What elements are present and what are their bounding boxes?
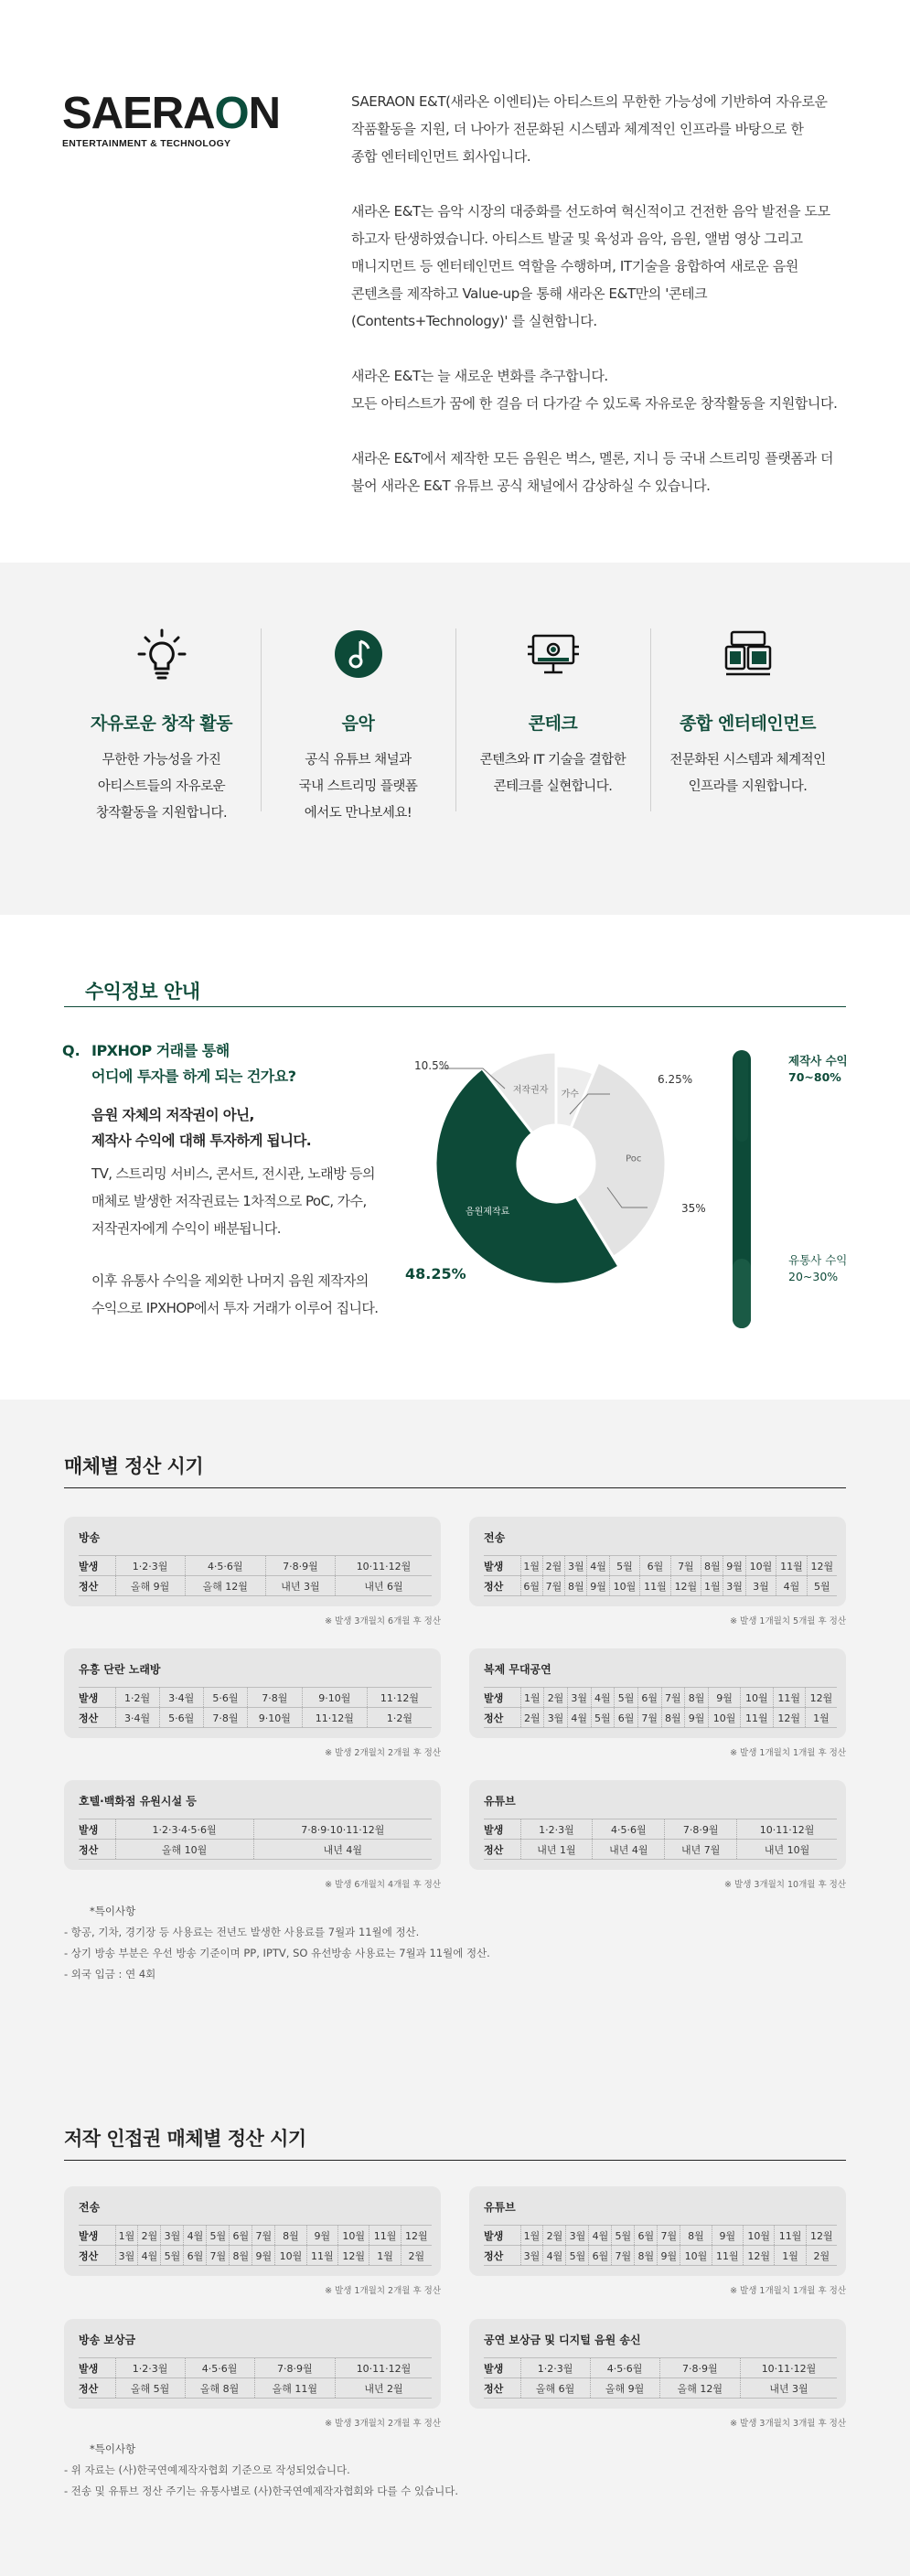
table-cell: 올해 12월 [659, 2378, 740, 2399]
table-cell: 1·2·3·4·5·6월 [115, 1819, 253, 1840]
table-cell: 8월 [680, 2226, 712, 2246]
table-cell: 10월 [275, 2246, 306, 2266]
notes-item: - 전송 및 유튜브 정산 주기는 유통사별로 (사)한국연예제작자협회와 다를 수 있습니다. [64, 2485, 459, 2497]
table-row [484, 1819, 837, 1840]
card-title: 전송 [79, 2201, 101, 2214]
row-header: 정산 [79, 2246, 115, 2266]
table-cell: 2월 [520, 1708, 544, 1728]
table-cell: 12월 [338, 2246, 369, 2266]
table-cell: 10·11·12월 [737, 1819, 837, 1840]
table-cell: 6월 [615, 1708, 638, 1728]
table-cell: 3월 [745, 1576, 776, 1596]
tech-monitor-icon [526, 627, 581, 685]
table-cell: 6월 [635, 2226, 658, 2246]
table-cell: 4월 [184, 2226, 207, 2246]
table-cell: 11월 [306, 2246, 337, 2266]
donut-hole [518, 1125, 594, 1202]
table-cell: 1·2월 [367, 1708, 432, 1728]
settlement-table [79, 2225, 432, 2266]
table-cell: 5월 [207, 2226, 230, 2246]
table-cell: 올해 9월 [590, 2378, 659, 2399]
neighboring-rights-notes [64, 2439, 458, 2502]
table-cell: 12월 [806, 2226, 837, 2246]
notes-title: *특이사항 [90, 2442, 136, 2455]
table-cell: 4월 [587, 1556, 609, 1576]
card-note: ※ 발생 3개월치 10개월 후 정산 [724, 1880, 846, 1890]
settlement-title-underline [64, 1487, 846, 1488]
table-row [79, 1688, 432, 1708]
distributor-share-bar [733, 1259, 751, 1328]
table-cell: 올해 9월 [115, 1576, 185, 1596]
card-title: 공연 보상금 및 디지털 음원 송신 [484, 2334, 641, 2346]
table-cell: 5월 [161, 2246, 184, 2266]
table-cell: 9월 [587, 1576, 609, 1596]
table-row [79, 1576, 432, 1596]
table-cell: 7월 [658, 2226, 680, 2246]
card-note: ※ 발생 3개월치 3개월 후 정산 [730, 2419, 846, 2429]
card-note: ※ 발생 3개월치 2개월 후 정산 [325, 2419, 441, 2429]
table-cell: 2월 [806, 2246, 837, 2266]
settlement-table [79, 1687, 432, 1728]
table-cell: 올해 10월 [115, 1840, 253, 1860]
table-cell: 10월 [338, 2226, 369, 2246]
card-title: 유튜브 [484, 2201, 516, 2214]
saeraon-logo [62, 91, 280, 149]
notes-item: - 외국 입금 : 연 4회 [64, 1968, 156, 1980]
table-cell: 9월 [708, 1688, 740, 1708]
table-row [79, 2378, 432, 2399]
table-cell: 10월 [741, 1688, 773, 1708]
card-note: ※ 발생 3개월치 6개월 후 정산 [325, 1616, 441, 1626]
table-cell: 4월 [543, 2246, 566, 2266]
settlement-card [64, 1517, 441, 1606]
table-cell: 10월 [744, 2226, 775, 2246]
logo-subtitle: ENTERTAINMENT & TECHNOLOGY [62, 138, 231, 149]
settlement-table [484, 2357, 837, 2399]
card-title: 복제 무대공연 [484, 1663, 551, 1676]
row-header: 정산 [79, 1708, 115, 1728]
table-cell: 내년 1월 [520, 1840, 593, 1860]
table-cell: 올해 8월 [185, 2378, 254, 2399]
table-cell: 5·6월 [159, 1708, 203, 1728]
table-cell: 8월 [275, 2226, 306, 2246]
entertainment-devices-icon [721, 627, 776, 685]
row-header: 발생 [484, 2226, 520, 2246]
row-header: 발생 [79, 1688, 115, 1708]
table-cell: 3월 [520, 2246, 543, 2266]
table-cell: 6월 [589, 2246, 612, 2266]
table-row [79, 2246, 432, 2266]
table-cell: 내년 6월 [336, 1576, 432, 1596]
table-cell: 2월 [543, 2226, 566, 2246]
table-cell: 6월 [637, 1688, 661, 1708]
table-cell: 7월 [670, 1556, 701, 1576]
settlement-table [79, 1819, 432, 1860]
table-cell: 7월 [661, 1688, 685, 1708]
card-title: 전송 [484, 1531, 506, 1544]
table-cell: 7월 [542, 1576, 564, 1596]
table-cell: 4·5·6월 [185, 1556, 265, 1576]
feature-desc: 전문화된 시스템과 체계적인 인프라를 지원합니다. [669, 753, 826, 794]
pie-slice-label: 저작권자 [512, 1085, 549, 1096]
table-row [484, 2246, 837, 2266]
table-cell: 8월 [565, 1576, 587, 1596]
table-cell: 1월 [775, 2246, 806, 2266]
table-cell: 10·11·12월 [336, 1556, 432, 1576]
table-cell: 7·8·9월 [665, 1819, 737, 1840]
settlement-card [469, 1648, 846, 1738]
table-cell: 5월 [609, 1556, 639, 1576]
table-cell: 4월 [567, 1708, 591, 1728]
music-note-icon [331, 627, 386, 685]
table-cell: 1월 [520, 2226, 543, 2246]
table-cell: 3월 [566, 2226, 589, 2246]
table-cell: 7월 [612, 2246, 635, 2266]
table-cell: 4·5·6월 [590, 2358, 659, 2378]
table-row [484, 1708, 837, 1728]
table-cell: 1월 [115, 2226, 138, 2246]
revenue-answer-bold: 음원 자체의 저작권이 아닌, 제작사 수익에 대해 투자하게 됩니다. [91, 1107, 312, 1149]
card-note: ※ 발생 1개월치 1개월 후 정산 [730, 2286, 846, 2296]
table-cell: 11·12월 [367, 1688, 432, 1708]
table-row [79, 2226, 432, 2246]
table-cell: 4월 [138, 2246, 161, 2266]
card-note: ※ 발생 1개월치 5개월 후 정산 [730, 1616, 846, 1626]
feature-title: 콘테크 [528, 714, 578, 734]
producer-share-label: 제작사 수익 70~80% [788, 1054, 848, 1084]
table-cell: 내년 3월 [265, 1576, 335, 1596]
neighboring-rights-title: 저작 인접권 매체별 정산 시기 [64, 2128, 306, 2150]
table-cell: 7·8·9월 [265, 1556, 335, 1576]
table-row [484, 1840, 837, 1860]
pie-value-label: 35% [681, 1202, 706, 1215]
card-title: 유튜브 [484, 1795, 516, 1808]
settlement-card [64, 1780, 441, 1870]
row-header: 정산 [79, 1840, 115, 1860]
table-cell: 11월 [776, 1556, 807, 1576]
table-cell: 10·11·12월 [336, 2358, 432, 2378]
table-cell: 12월 [670, 1576, 701, 1596]
settlement-card [469, 1517, 846, 1606]
table-row [79, 1840, 432, 1860]
card-title: 방송 보상금 [79, 2334, 136, 2346]
table-cell: 3월 [723, 1576, 745, 1596]
revenue-answer-2: 이후 유통사 수익을 제외한 나머지 음원 제작자의 수익으로 IPXHOP에서 투자 거래가 이루어 집니다. [91, 1272, 379, 1316]
settlement-table [484, 2225, 837, 2266]
settlement-card [64, 2319, 441, 2409]
settlement-table [484, 1819, 837, 1860]
table-cell: 10월 [680, 2246, 712, 2266]
intro-text [351, 88, 863, 527]
row-header: 발생 [79, 2226, 115, 2246]
table-cell: 1·2·3월 [520, 2358, 590, 2378]
revenue-section [0, 915, 910, 1400]
table-cell: 12월 [401, 2226, 432, 2246]
card-note: ※ 발생 2개월치 2개월 후 정산 [325, 1748, 441, 1758]
table-row [79, 1819, 432, 1840]
table-cell: 5월 [615, 1688, 638, 1708]
table-cell: 7·8·9월 [659, 2358, 740, 2378]
row-header: 정산 [79, 1576, 115, 1596]
revenue-title: 수익정보 안내 [85, 981, 200, 1003]
table-cell: 3월 [115, 2246, 138, 2266]
table-cell: 10월 [708, 1708, 740, 1728]
table-cell: 11월 [741, 1708, 773, 1728]
table-cell: 7월 [252, 2226, 275, 2246]
feature-desc: 무한한 가능성을 가진 아티스트들의 자유로운 창작활동을 지원합니다. [95, 753, 228, 821]
table-row [484, 2226, 837, 2246]
settlement-table [79, 1555, 432, 1596]
table-cell: 3·4월 [159, 1688, 203, 1708]
row-header: 정산 [484, 1708, 520, 1728]
table-cell: 11월 [369, 2226, 401, 2246]
table-cell: 올해 6월 [520, 2378, 590, 2399]
table-cell: 7월 [207, 2246, 230, 2266]
row-header: 발생 [484, 1556, 520, 1576]
row-header: 정산 [79, 2378, 115, 2399]
notes-item: - 항공, 기차, 경기장 등 사용료는 전년도 발생한 사용료를 7월과 11월에 정산. [64, 1926, 420, 1938]
table-cell: 2월 [544, 1688, 568, 1708]
table-cell: 8월 [701, 1556, 723, 1576]
settlement-card [469, 2186, 846, 2276]
feature-desc: 공식 유튜브 채널과 국내 스트리밍 플랫폼 에서도 만나보세요! [298, 753, 418, 821]
feature-title: 종합 엔터테인먼트 [680, 714, 816, 734]
card-title: 유흥 단란 노래방 [79, 1663, 161, 1676]
card-title: 호텔·백화점 유원시설 등 [79, 1795, 197, 1808]
settlement-table [484, 1555, 837, 1596]
table-cell: 5월 [612, 2226, 635, 2246]
table-cell: 내년 3월 [741, 2378, 837, 2399]
table-cell: 7월 [637, 1708, 661, 1728]
pie-value-label: 48.25% [405, 1265, 466, 1283]
table-cell: 3월 [565, 1556, 587, 1576]
table-cell: 1·2·3월 [115, 1556, 185, 1576]
table-row [484, 2378, 837, 2399]
table-cell: 11월 [775, 2226, 806, 2246]
table-cell: 1월 [520, 1688, 544, 1708]
table-cell: 올해 11월 [254, 2378, 335, 2399]
feature-desc: 콘텐츠와 IT 기술을 결합한 콘테크를 실현합니다. [479, 753, 626, 794]
table-cell: 11·12월 [302, 1708, 367, 1728]
card-note: ※ 발생 6개월치 4개월 후 정산 [325, 1880, 441, 1890]
card-note: ※ 발생 1개월치 2개월 후 정산 [325, 2286, 441, 2296]
table-cell: 9월 [252, 2246, 275, 2266]
settlement-notes [64, 1901, 490, 1985]
table-cell: 11월 [640, 1576, 670, 1596]
settlement-table [484, 1687, 837, 1728]
row-header: 발생 [484, 1819, 520, 1840]
table-cell: 6월 [230, 2226, 252, 2246]
table-cell: 2월 [401, 2246, 432, 2266]
table-cell: 1월 [805, 1708, 837, 1728]
table-cell: 4월 [591, 1688, 615, 1708]
row-header: 정산 [484, 1576, 520, 1596]
table-cell: 1·2월 [115, 1688, 159, 1708]
revenue-answer-1: TV, 스트리밍 서비스, 콘서트, 전시관, 노래방 등의 매체로 발생한 저작권료는 1차적으로 PoC, 가수, 저작권자에게 수익이 배분됩니다. [91, 1165, 375, 1237]
table-cell: 올해 5월 [115, 2378, 185, 2399]
table-cell: 6월 [520, 1576, 542, 1596]
table-cell: 1·2·3월 [520, 1819, 593, 1840]
table-cell: 2월 [138, 2226, 161, 2246]
table-cell: 11월 [712, 2246, 743, 2266]
feature-entertainment [650, 627, 845, 800]
row-header: 발생 [484, 2358, 520, 2378]
table-cell: 올해 12월 [185, 1576, 265, 1596]
row-header: 정산 [484, 2246, 520, 2266]
pie-slice-label: 음원제작료 [465, 1207, 510, 1218]
table-cell: 3·4월 [115, 1708, 159, 1728]
table-cell: 5월 [807, 1576, 837, 1596]
notes-item: - 상기 방송 부분은 우선 방송 기준이며 PP, IPTV, SO 유선방송 사용료는 7월과 11월에 정산. [64, 1947, 490, 1959]
table-row [484, 2358, 837, 2378]
distributor-share-label: 유통사 수익 20~30% [788, 1253, 848, 1283]
table-cell: 8월 [685, 1688, 709, 1708]
table-cell: 내년 10월 [737, 1840, 837, 1860]
table-cell: 1월 [701, 1576, 723, 1596]
table-cell: 5월 [566, 2246, 589, 2266]
table-row [79, 1708, 432, 1728]
table-cell: 7·8·9월 [254, 2358, 335, 2378]
row-header: 정산 [484, 2378, 520, 2399]
table-cell: 4·5·6월 [185, 2358, 254, 2378]
table-cell: 7·8월 [247, 1688, 302, 1708]
table-row [79, 2358, 432, 2378]
table-cell: 7·8월 [203, 1708, 247, 1728]
table-cell: 8월 [661, 1708, 685, 1728]
settlement-card [64, 1648, 441, 1738]
table-cell: 3월 [567, 1688, 591, 1708]
logo-wordmark: SAERAON [62, 89, 281, 138]
row-header: 발생 [79, 2358, 115, 2378]
table-cell: 3월 [161, 2226, 184, 2246]
feature-title: 자유로운 창작 활동 [90, 714, 233, 734]
pie-value-label: 6.25% [658, 1073, 693, 1086]
table-cell: 9월 [723, 1556, 745, 1576]
card-title: 방송 [79, 1531, 101, 1544]
intro-paragraph: 새라온 E&T는 음악 시장의 대중화를 선도하여 혁신적이고 건전한 음악 발전을 도모 하고자 탄생하였습니다. 아티스트 발굴 및 육성과 음악, 음원, 앨범 영상 그리고 매니지먼트 등 엔터테인먼트 역할을 수행하며, IT기술을 융합하여 새로운 음원 콘텐츠를 제작하고 Value-up을 통해 새라온 E&T만의 '콘테크 (Contents+Technology)' 를 실현합니다. [351, 203, 830, 329]
table-cell: 2월 [542, 1556, 564, 1576]
feature-free-creation [64, 627, 259, 827]
question-mark: Q. [62, 1042, 80, 1059]
table-row [79, 1556, 432, 1576]
table-cell: 내년 2월 [336, 2378, 432, 2399]
feature-contech [455, 627, 650, 800]
table-cell: 4월 [776, 1576, 807, 1596]
table-cell: 5·6월 [203, 1688, 247, 1708]
table-row [484, 1688, 837, 1708]
revenue-question: IPXHOP 거래를 통해 어디에 투자를 하게 되는 건가요? [91, 1042, 296, 1085]
intro-paragraph: 새라온 E&T는 늘 새로운 변화를 추구합니다. 모든 아티스트가 꿈에 한 걸음 더 다가갈 수 있도록 자유로운 창작활동을 지원합니다. [351, 368, 838, 412]
table-cell: 내년 4월 [593, 1840, 665, 1860]
table-cell: 12월 [744, 2246, 775, 2266]
settlement-card [64, 2186, 441, 2276]
table-cell: 12월 [805, 1688, 837, 1708]
table-cell: 4·5·6월 [593, 1819, 665, 1840]
features-section [0, 563, 910, 915]
bar-highlight [735, 1050, 748, 1142]
pie-slice-label: Poc [626, 1154, 642, 1165]
table-cell: 6월 [184, 2246, 207, 2266]
table-cell: 4월 [589, 2226, 612, 2246]
intro-paragraph: SAERAON E&T(새라온 이엔티)는 아티스트의 무한한 가능성에 기반하여 자유로운 작품활동을 지원, 더 나아가 전문화된 시스템과 체계적인 인프라를 바탕으로 한 종합 엔터테인먼트 회사입니다. [351, 93, 828, 165]
table-row [484, 1576, 837, 1596]
feature-title: 음악 [341, 714, 375, 734]
table-cell: 9·10월 [302, 1688, 367, 1708]
neighboring-rights-underline [64, 2160, 846, 2161]
settlement-title: 매체별 정산 시기 [64, 1455, 204, 1477]
revenue-share-bar [730, 1050, 754, 1328]
feature-music [261, 627, 455, 827]
notes-title: *특이사항 [90, 1905, 136, 1917]
table-cell: 10·11·12월 [741, 2358, 837, 2378]
table-cell: 10월 [609, 1576, 639, 1596]
table-cell: 12월 [807, 1556, 837, 1576]
table-cell: 5월 [591, 1708, 615, 1728]
table-cell: 9월 [712, 2226, 743, 2246]
table-cell: 6월 [640, 1556, 670, 1576]
row-header: 발생 [484, 1688, 520, 1708]
intro-paragraph: 새라온 E&T에서 제작한 모든 음원은 벅스, 멜론, 지니 등 국내 스트리밍 플랫폼과 더 불어 새라온 E&T 유튜브 공식 채널에서 감상하실 수 있습니다. [351, 450, 834, 494]
table-cell: 1월 [520, 1556, 542, 1576]
table-cell: 10월 [745, 1556, 776, 1576]
table-row [484, 1556, 837, 1576]
settlement-section [0, 1400, 910, 2576]
notes-item: - 위 자료는 (사)한국연예제작자협회 기준으로 작성되었습니다. [64, 2463, 350, 2476]
card-note: ※ 발생 1개월치 1개월 후 정산 [730, 1748, 846, 1758]
row-header: 정산 [484, 1840, 520, 1860]
settlement-card [469, 1780, 846, 1870]
row-header: 발생 [79, 1556, 115, 1576]
table-cell: 3월 [544, 1708, 568, 1728]
pie-slice-label: 가수 [561, 1089, 579, 1100]
pie-value-label: 10.5% [414, 1059, 450, 1072]
lightbulb-icon [134, 627, 189, 685]
table-cell: 12월 [773, 1708, 805, 1728]
settlement-table [79, 2357, 432, 2399]
table-cell: 9·10월 [247, 1708, 302, 1728]
table-cell: 내년 4월 [253, 1840, 432, 1860]
table-cell: 11월 [773, 1688, 805, 1708]
intro-section [0, 0, 910, 563]
table-cell: 8월 [635, 2246, 658, 2266]
row-header: 발생 [79, 1819, 115, 1840]
table-cell: 내년 7월 [665, 1840, 737, 1860]
table-cell: 9월 [306, 2226, 337, 2246]
table-cell: 9월 [685, 1708, 709, 1728]
table-cell: 8월 [230, 2246, 252, 2266]
table-cell: 7·8·9·10·11·12월 [253, 1819, 432, 1840]
table-cell: 9월 [658, 2246, 680, 2266]
table-cell: 1월 [369, 2246, 401, 2266]
revenue-title-underline [64, 1006, 846, 1007]
table-cell: 1·2·3월 [115, 2358, 185, 2378]
settlement-card [469, 2319, 846, 2409]
